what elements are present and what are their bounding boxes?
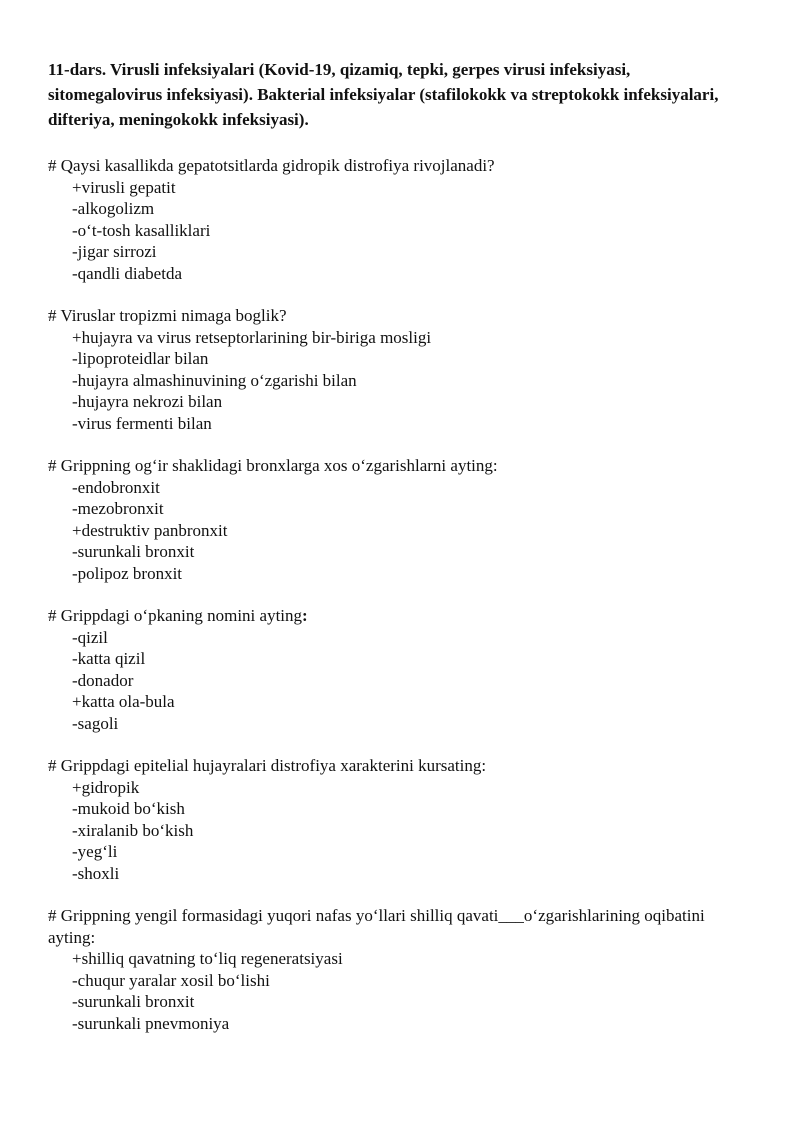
question-text-content: # Viruslar tropizmi nimaga boglik? [48,306,287,325]
answer-option: +gidropik [72,777,140,797]
answer-option: -qandli diabetda [72,263,182,283]
question-text-content: # Qaysi kasallikda gepatotsitlarda gidropik distrofiya rivojlanadi? [48,156,495,175]
answer-option: -katta qizil [72,649,146,668]
answer-list [48,477,728,585]
question-block [48,605,728,734]
question-block [48,155,728,284]
question-text [48,605,728,627]
answer-list [48,177,728,285]
answer-option: -donador [72,670,134,690]
answer-option: -hujayra almashinuvining o‘zgarishi bilan [72,370,357,390]
answer-option: +katta ola-bula [72,692,175,711]
answer-option: -jigar sirrozi [72,242,157,261]
answer-option: +virusli gepatit [72,177,176,197]
answer-option: -polipoz bronxit [72,563,183,583]
answer-option: -o‘t-tosh kasalliklari [72,220,211,240]
answer-option: -alkogolizm [72,199,155,218]
document-page [48,57,728,1055]
answer-option: -mezobronxit [72,499,164,518]
question-block [48,755,728,884]
answer-option: -chuqur yaralar xosil bo‘lishi [72,970,270,990]
question-text-content: # Grippning og‘ir shaklidagi bronxlarga xos o‘zgarishlarni ayting: [48,456,498,475]
answer-option: -surunkali pnevmoniya [72,1013,230,1033]
question-text-content: # Grippning yengil formasidagi yuqori nafas yo‘llari shilliq qavati___o‘zgarishlarining oqibatini ayting: [48,906,705,947]
answer-option: +destruktiv panbronxit [72,520,228,540]
answer-list [48,777,728,885]
question-block [48,905,728,1034]
answer-option: +shilliq qavatning to‘liq regeneratsiyasi [72,949,343,968]
answer-option: +hujayra va virus retseptorlarining bir-biriga mosligi [72,327,432,347]
answer-list [48,948,728,1034]
answer-option: -mukoid bo‘kish [72,799,185,818]
answer-option: -yeg‘li [72,842,118,861]
question-text-content: # Grippdagi o‘pkaning nomini ayting [48,606,303,625]
question-block [48,305,728,434]
question-text [48,905,728,948]
answer-list [48,627,728,735]
answer-option: -hujayra nekrozi bilan [72,392,223,411]
answer-option: -surunkali bronxit [72,542,195,561]
answer-option: -sagoli [72,713,119,733]
question-text [48,755,728,777]
answer-list [48,327,728,435]
answer-option: -xiralanib bo‘kish [72,820,194,840]
question-text [48,155,728,177]
answer-option: -surunkali bronxit [72,992,195,1011]
question-text-content: # Grippdagi epitelial hujayralari distrofiya xarakterini kursating: [48,756,487,775]
question-suffix: : [302,606,308,625]
question-text [48,455,728,477]
question-text [48,305,728,327]
answer-option: -endobronxit [72,477,160,497]
question-block [48,455,728,584]
answer-option: -lipoproteidlar bilan [72,349,209,368]
answer-option: -shoxli [72,863,120,883]
answer-option: -qizil [72,627,108,647]
answer-option: -virus fermenti bilan [72,413,212,433]
lesson-title: 11-dars. Virusli infeksiyalari (Kovid-19, qizamiq, tepki, gerpes virusi infeksiyasi, sitomegalovirus infeksiyasi). Bakterial infeksiyalar (stafilokokk va streptokokk infeksiyalari, difteriya, meningokokk infeksiyasi). [48,60,719,129]
